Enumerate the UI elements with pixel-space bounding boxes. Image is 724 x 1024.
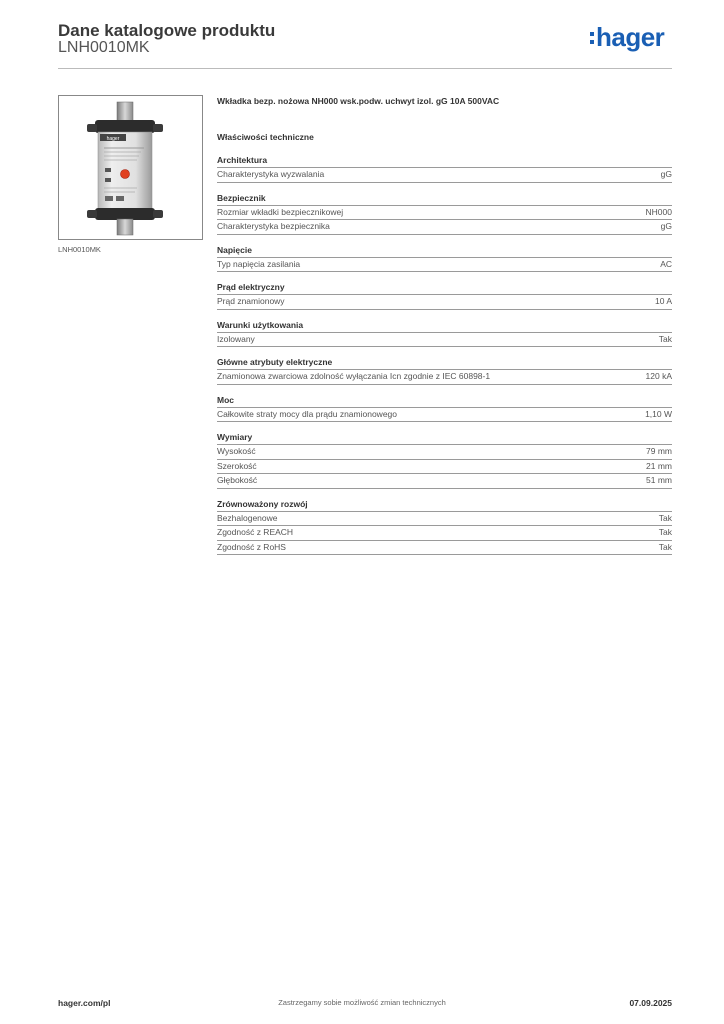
- spec-row: [217, 168, 672, 183]
- footer-disclaimer: Zastrzegamy sobie możliwość zmian technicznych: [278, 998, 446, 1007]
- footer-date: 07.09.2025: [629, 998, 672, 1008]
- spec-label: Typ napięcia zasilania: [217, 258, 301, 269]
- spec-row: [217, 445, 672, 460]
- spec-row: [217, 408, 672, 423]
- spec-label: Izolowany: [217, 333, 255, 344]
- spec-label: Głębokość: [217, 475, 258, 485]
- spec-value: Tak: [658, 512, 672, 523]
- spec-row: [217, 541, 672, 556]
- spec-group: [217, 193, 672, 235]
- product-image: [58, 95, 203, 240]
- spec-value: gG: [660, 169, 672, 179]
- spec-group: [217, 357, 672, 385]
- image-brand-label: hager: [106, 136, 120, 142]
- spec-row: [217, 206, 672, 221]
- logo-text: hager: [596, 22, 665, 52]
- spec-value: Tak: [658, 527, 672, 537]
- footer-website: hager.com/pl: [58, 998, 111, 1008]
- spec-value: Tak: [658, 541, 672, 552]
- image-caption: LNH0010MK: [58, 245, 101, 254]
- spec-label: Charakterystyka bezpiecznika: [217, 221, 330, 231]
- spec-group-title: Architektura: [217, 155, 672, 168]
- spec-group: [217, 499, 672, 556]
- spec-row: [217, 258, 672, 273]
- hager-logo: [590, 24, 664, 50]
- spec-label: Wysokość: [217, 446, 256, 456]
- spec-group-title: Wymiary: [217, 432, 672, 445]
- spec-label: Rozmiar wkładki bezpiecznikowej: [217, 206, 344, 217]
- bottom-blade: [117, 219, 133, 235]
- spec-value: Tak: [658, 333, 672, 344]
- spec-value: 1,10 W: [645, 408, 672, 419]
- spec-value: 120 kA: [645, 371, 672, 381]
- spec-row: [217, 526, 672, 541]
- spec-group: [217, 320, 672, 348]
- spec-value: 21 mm: [646, 460, 672, 471]
- spec-value: AC: [660, 258, 672, 269]
- logo-dots-icon: [590, 30, 594, 46]
- spec-groups: [217, 155, 672, 555]
- spec-group-title: Prąd elektryczny: [217, 282, 672, 295]
- spec-value: 79 mm: [646, 446, 672, 456]
- technical-properties-heading: Właściwości techniczne: [217, 132, 314, 142]
- spec-group-title: Bezpiecznik: [217, 193, 672, 206]
- product-reference: LNH0010MK: [58, 39, 150, 56]
- product-description: Wkładka bezp. nożowa NH000 wsk.podw. uchwyt izol. gG 10A 500VAC: [217, 96, 500, 106]
- header-divider: [58, 68, 672, 69]
- spec-label: Zgodność z RoHS: [217, 541, 286, 552]
- page-title: Dane katalogowe produktu: [58, 21, 276, 40]
- spec-group: [217, 282, 672, 310]
- spec-group-title: Moc: [217, 395, 672, 408]
- spec-value: gG: [660, 221, 672, 231]
- spec-label: Zgodność z REACH: [217, 527, 294, 537]
- spec-label: Bezhalogenowe: [217, 512, 278, 523]
- spec-row: [217, 460, 672, 475]
- indicator-icon: [121, 170, 130, 179]
- spec-group-title: Zrównoważony rozwój: [217, 499, 672, 512]
- spec-label: Całkowite straty mocy dla prądu znamionowego: [217, 408, 398, 419]
- spec-value: 10 A: [654, 296, 672, 306]
- spec-row: [217, 370, 672, 385]
- spec-row: [217, 295, 672, 310]
- spec-row: [217, 474, 672, 489]
- spec-value: NH000: [645, 206, 672, 217]
- spec-group-title: Napięcie: [217, 245, 672, 258]
- specs-panel: [217, 96, 672, 565]
- spec-group: [217, 432, 672, 489]
- spec-label: Znamionowa zwarciowa zdolność wyłączania Icn zgodnie z IEC 60898-1: [217, 371, 491, 381]
- spec-group: [217, 155, 672, 183]
- top-cap: [95, 120, 155, 133]
- spec-row: [217, 333, 672, 348]
- spec-label: Prąd znamionowy: [217, 296, 285, 306]
- spec-group-title: Warunki użytkowania: [217, 320, 672, 333]
- spec-value: 51 mm: [646, 475, 672, 485]
- spec-group-title: Główne atrybuty elektryczne: [217, 357, 672, 370]
- bottom-cap: [95, 208, 155, 220]
- spec-group: [217, 245, 672, 273]
- spec-group: [217, 395, 672, 423]
- spec-label: Charakterystyka wyzwalania: [217, 169, 325, 179]
- spec-row: [217, 512, 672, 527]
- fuse-icon: [59, 96, 202, 239]
- spec-row: [217, 220, 672, 235]
- spec-label: Szerokość: [217, 460, 257, 471]
